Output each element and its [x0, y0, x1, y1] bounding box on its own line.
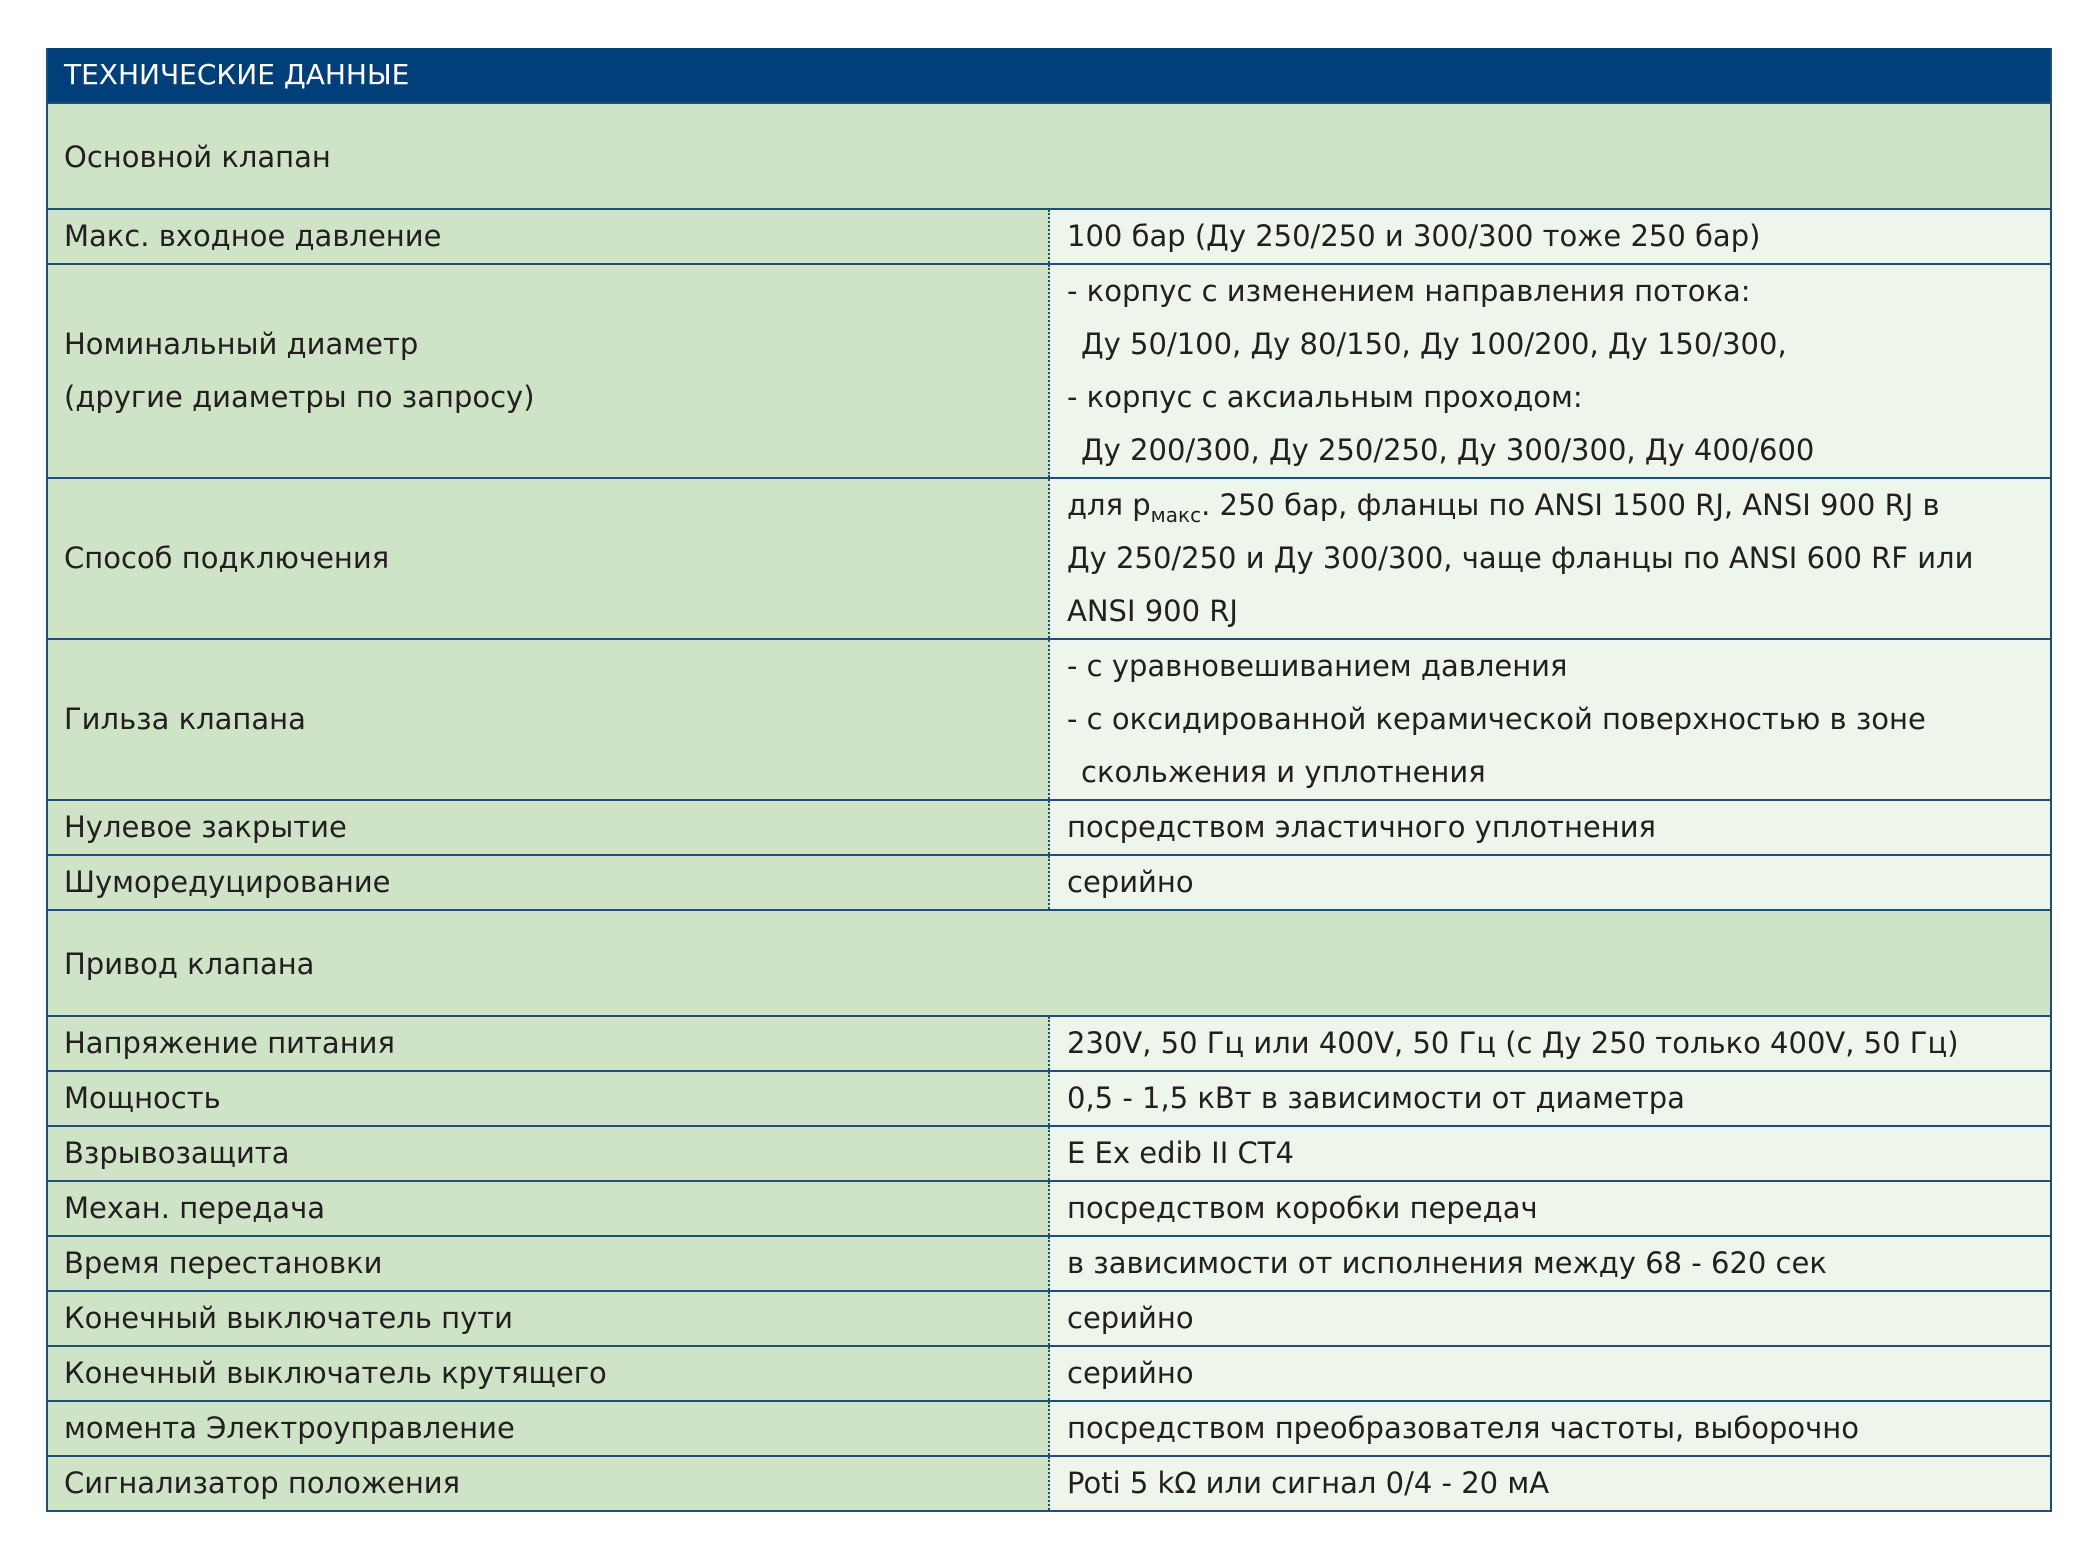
label-text: Время перестановки — [64, 1246, 383, 1280]
value-prefix: для p — [1067, 488, 1151, 522]
label-text: Номинальный диаметр — [64, 327, 419, 361]
table-row-max-inlet-pressure — [48, 208, 2050, 263]
value-text — [1067, 479, 2050, 532]
value-text: - с оксидированной керамической поверхностью в зоне — [1067, 702, 1926, 736]
row-value — [1050, 1237, 2050, 1290]
row-value — [1050, 856, 2050, 909]
row-label — [48, 1017, 1050, 1070]
label-text: Взрывозащита — [64, 1136, 290, 1170]
value-text: серийно — [1067, 1356, 1194, 1390]
row-value — [1050, 801, 2050, 854]
row-value — [1050, 1017, 2050, 1070]
row-value — [1050, 1457, 2050, 1510]
row-value — [1050, 1292, 2050, 1345]
value-text: 230V, 50 Гц или 400V, 50 Гц (с Ду 250 только 400V, 50 Гц) — [1067, 1026, 1959, 1060]
label-text: Макс. входное давление — [64, 219, 442, 253]
value-text: - корпус с изменением направления потока: — [1067, 274, 1751, 308]
label-text: Механ. передача — [64, 1191, 325, 1225]
value-text: посредством эластичного уплотнения — [1067, 810, 1657, 844]
label-text: Напряжение питания — [64, 1026, 395, 1060]
row-value — [1050, 1402, 2050, 1455]
value-text: ANSI 900 RJ — [1067, 594, 1238, 628]
row-label — [48, 210, 1050, 263]
table-row-connection-method — [48, 477, 2050, 638]
table-row-torque-limit-switch — [48, 1345, 2050, 1400]
row-label — [48, 640, 1050, 799]
table-row-travel-limit-switch — [48, 1290, 2050, 1345]
table-row-power — [48, 1070, 2050, 1125]
table-row-supply-voltage — [48, 1015, 2050, 1070]
table-row-valve-sleeve — [48, 638, 2050, 799]
row-value — [1050, 265, 2050, 477]
value-text: - корпус с аксиальным проходом: — [1067, 380, 1583, 414]
row-value — [1050, 210, 2050, 263]
table-row-zero-closure — [48, 799, 2050, 854]
label-text: Гильза клапана — [64, 702, 306, 736]
row-label — [48, 1237, 1050, 1290]
row-label — [48, 1072, 1050, 1125]
label-text: (другие диаметры по запросу) — [64, 380, 535, 414]
table-row-electric-control — [48, 1400, 2050, 1455]
label-text: Конечный выключатель пути — [64, 1301, 513, 1335]
label-text: Сигнализатор положения — [64, 1466, 461, 1500]
value-subscript: макс — [1150, 503, 1202, 527]
value-text: Poti 5 kΩ или сигнал 0/4 - 20 мА — [1067, 1466, 1550, 1500]
table-row-position-indicator — [48, 1455, 2050, 1510]
value-text: Ду 50/100, Ду 80/150, Ду 100/200, Ду 150/300, — [1081, 327, 1787, 361]
section-heading-main-valve: Основной клапан — [48, 102, 2050, 208]
value-text: посредством преобразователя частоты, выборочно — [1067, 1411, 1860, 1445]
row-value — [1050, 1127, 2050, 1180]
value-text: скольжения и уплотнения — [1081, 755, 1486, 789]
table-row-nominal-diameter — [48, 263, 2050, 477]
table-row-noise-reduction — [48, 854, 2050, 909]
value-text: серийно — [1067, 865, 1194, 899]
table-row-switching-time — [48, 1235, 2050, 1290]
row-label — [48, 1292, 1050, 1345]
row-label — [48, 1182, 1050, 1235]
row-value — [1050, 479, 2050, 638]
technical-data-table — [46, 48, 2052, 1512]
row-value — [1050, 1182, 2050, 1235]
row-label — [48, 1347, 1050, 1400]
label-text: Нулевое закрытие — [64, 810, 347, 844]
table-title: ТЕХНИЧЕСКИЕ ДАННЫЕ — [48, 48, 2050, 102]
row-label — [48, 1402, 1050, 1455]
row-label — [48, 265, 1050, 477]
row-label — [48, 1127, 1050, 1180]
row-label — [48, 479, 1050, 638]
label-text: Способ подключения — [64, 541, 390, 575]
row-label — [48, 856, 1050, 909]
row-label — [48, 1457, 1050, 1510]
value-text: Ду 200/300, Ду 250/250, Ду 300/300, Ду 400/600 — [1081, 433, 1815, 467]
value-text: E Ex edib II CT4 — [1067, 1136, 1294, 1170]
value-suffix: . 250 бар, фланцы по ANSI 1500 RJ, ANSI 900 RJ в — [1201, 488, 1940, 522]
label-text: Мощность — [64, 1081, 221, 1115]
label-text: Конечный выключатель крутящего — [64, 1356, 607, 1390]
row-value — [1050, 1072, 2050, 1125]
row-label — [48, 801, 1050, 854]
label-text: момента Электроуправление — [64, 1411, 515, 1445]
value-text: серийно — [1067, 1301, 1194, 1335]
section-heading-valve-actuator: Привод клапана — [48, 909, 2050, 1015]
row-value — [1050, 1347, 2050, 1400]
value-text: Ду 250/250 и Ду 300/300, чаще фланцы по ANSI 600 RF или — [1067, 541, 1974, 575]
value-text: 100 бар (Ду 250/250 и 300/300 тоже 250 бар) — [1067, 219, 1761, 253]
value-text: посредством коробки передач — [1067, 1191, 1538, 1225]
value-text: в зависимости от исполнения между 68 - 620 сек — [1067, 1246, 1827, 1280]
row-value — [1050, 640, 2050, 799]
label-text: Шуморедуцирование — [64, 865, 391, 899]
table-row-mechanical-transmission — [48, 1180, 2050, 1235]
value-text: 0,5 - 1,5 кВт в зависимости от диаметра — [1067, 1081, 1685, 1115]
table-row-explosion-protection — [48, 1125, 2050, 1180]
value-text: - с уравновешиванием давления — [1067, 649, 1568, 683]
